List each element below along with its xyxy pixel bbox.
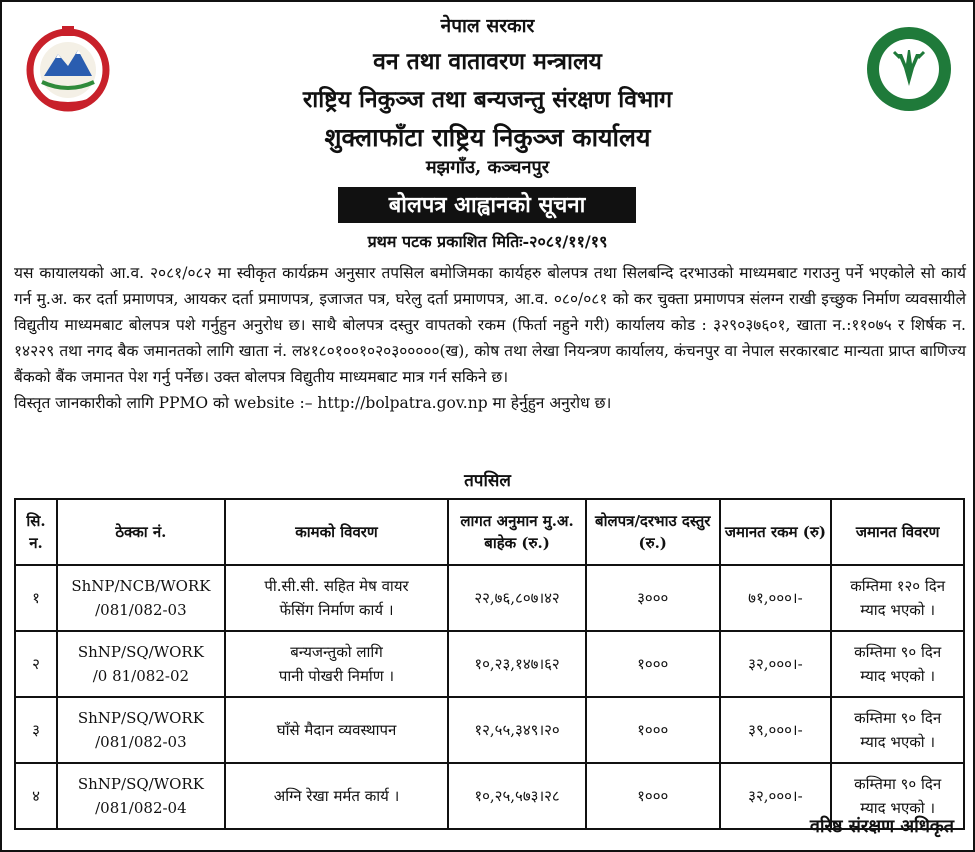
bond-detail-line: म्याद भएको । — [860, 799, 936, 817]
header-government: नेपाल सरकार — [440, 15, 535, 37]
bond-amount-cell: ३२,०००।- — [720, 631, 832, 697]
bond-detail-line: कम्तिमा ९० दिन — [854, 643, 942, 661]
notice-header — [2, 2, 973, 251]
contract-line: ShNP/SQ/WORK — [77, 775, 204, 793]
bond-detail-cell — [831, 565, 964, 631]
serial-cell: ३ — [15, 697, 57, 763]
description-line: पी.सी.सी. सहित मेष वायर — [264, 577, 409, 595]
serial-cell: १ — [15, 565, 57, 631]
contract-line: ShNP/NCB/WORK — [71, 577, 211, 595]
column-header: जमानत रकम (रु) — [720, 499, 832, 565]
column-header: बोलपत्र/दरभाउ दस्तुर (रु.) — [586, 499, 720, 565]
bond-amount-cell: ३२,०००।- — [720, 763, 832, 829]
schedule-heading: तपसिल — [464, 471, 511, 491]
header-location: मझगाँउ, कञ्चनपुर — [425, 157, 550, 178]
bond-detail-line: म्याद भएको । — [860, 733, 936, 751]
table-row — [15, 631, 964, 697]
tender-fee-cell: १००० — [586, 763, 720, 829]
description-cell — [225, 631, 448, 697]
description-line: फेंसिंग निर्माण कार्य । — [279, 601, 394, 619]
tender-table — [14, 498, 965, 830]
shuklaphanta-park-logo-icon — [864, 24, 954, 114]
contract-cell — [57, 697, 225, 763]
signatory-title: वरिष्ठ संरक्षण अधिकृत — [809, 816, 954, 837]
description-cell — [225, 565, 448, 631]
cost-estimate-cell: १०,२३,१४७।६२ — [448, 631, 586, 697]
column-header: लागत अनुमान मु.अ. बाहेक (रु.) — [448, 499, 586, 565]
tender-fee-cell: ३००० — [586, 565, 720, 631]
contract-line: /0 81/082-02 — [92, 667, 190, 685]
table-header-row — [15, 499, 964, 565]
tender-fee-cell: १००० — [586, 631, 720, 697]
contract-line: /081/082-03 — [95, 601, 187, 619]
bond-detail-line: म्याद भएको । — [860, 667, 936, 685]
published-date: प्रथम पटक प्रकाशित मितिः-२०८१/११/१९ — [367, 232, 608, 251]
bond-amount-cell: ३९,०००।- — [720, 697, 832, 763]
contract-line: ShNP/SQ/WORK — [77, 643, 204, 661]
contract-cell — [57, 631, 225, 697]
contract-line: ShNP/SQ/WORK — [77, 709, 204, 727]
header-office: शुक्लाफाँटा राष्ट्रिय निकुञ्ज कार्यालय — [324, 123, 651, 152]
table-row — [15, 565, 964, 631]
description-line: अग्नि रेखा मर्मत कार्य । — [273, 787, 400, 805]
table-row — [15, 697, 964, 763]
contract-line: /081/082-03 — [95, 733, 187, 751]
serial-cell: २ — [15, 631, 57, 697]
header-ministry: वन तथा वातावरण मन्त्रालय — [373, 48, 602, 75]
contract-line: /081/082-04 — [95, 799, 187, 817]
serial-cell: ४ — [15, 763, 57, 829]
column-header: ठेक्का नं. — [57, 499, 225, 565]
notice-paragraph-website: विस्तृत जानकारीको लागि PPMO को website :– http://bolpatra.gov.np मा हेर्नुहुन अनुरोध छ। — [14, 394, 612, 412]
column-header: कामको विवरण — [225, 499, 448, 565]
contract-cell — [57, 565, 225, 631]
bond-detail-line: कम्तिमा ९० दिन — [854, 709, 942, 727]
header-department: राष्ट्रिय निकुञ्ज तथा बन्यजन्तु संरक्षण विभाग — [302, 86, 673, 113]
tender-fee-cell: १००० — [586, 697, 720, 763]
cost-estimate-cell: १०,२५,५७३।२८ — [448, 763, 586, 829]
description-cell — [225, 697, 448, 763]
bond-detail-line: कम्तिमा ९० दिन — [854, 775, 942, 793]
cost-estimate-cell: १२,५५,३४९।२० — [448, 697, 586, 763]
cost-estimate-cell: २२,७६,८०७।४२ — [448, 565, 586, 631]
bond-amount-cell: ७१,०००।- — [720, 565, 832, 631]
bond-detail-line: म्याद भएको । — [860, 601, 936, 619]
notice-paragraph-main: यस कायालयको आ.व. २०८१/०८२ मा स्वीकृत कार्यक्रम अनुसार तपसिल बमोजिमका कार्यहरु बोलपत्र तथा सिलबन्दि दरभाउको माध्यमबाट गराउनु पर्ने भएकोले सो कार्य गर्न मु.अ. कर दर्ता प्रमाणपत्र, आयकर दर्ता प्रमाणपत्र, इजाजत पत्र, घरेलु दर्ता प्रमाणपत्र, आ.व. ०८०/०८१ को कर चुक्ता प्रमाणपत्र संलग्न राखी इच्छुक निर्माण व्यवसायीले विद्युतीय माध्यमबाट बोलपत्र पशे गर्नुहुन अनुरोध छ। साथै बोलपत्र दस्तुर वापतको रकम (फिर्ता नहुने गरी) कार्यालय कोड : ३२९०३७६०१, खाता न.:११०७५ र शिर्षक न. १४२२९ तथा नगद बैक जमानतको लागि खाता नं. ल४१८०१००१०२०३०००००(ख), कोष तथा लेखा नियन्त्रण कार्यालय, कंचनपुर वा नेपाल सरकारबाट मान्यता प्राप्त बाणिज्य बैंकको बैंक जमानत पेश गर्नु पर्नेछ। उक्त बोलपत्र विद्युतीय माध्यमबाट मात्र गर्न सकिने छ। — [14, 264, 966, 386]
bond-detail-cell — [831, 631, 964, 697]
notice-body — [14, 260, 966, 416]
notice-title-banner: बोलपत्र आह्वानको सूचना — [338, 187, 636, 223]
description-line: बन्यजन्तुको लागि — [290, 643, 383, 661]
column-header: सि. न. — [15, 499, 57, 565]
bond-detail-cell — [831, 697, 964, 763]
column-header: जमानत विवरण — [831, 499, 964, 565]
bond-detail-line: कम्तिमा १२० दिन — [850, 577, 946, 595]
description-line: घाँसे मैदान व्यवस्थापन — [276, 721, 397, 739]
description-line: पानी पोखरी निर्माण । — [278, 667, 395, 685]
